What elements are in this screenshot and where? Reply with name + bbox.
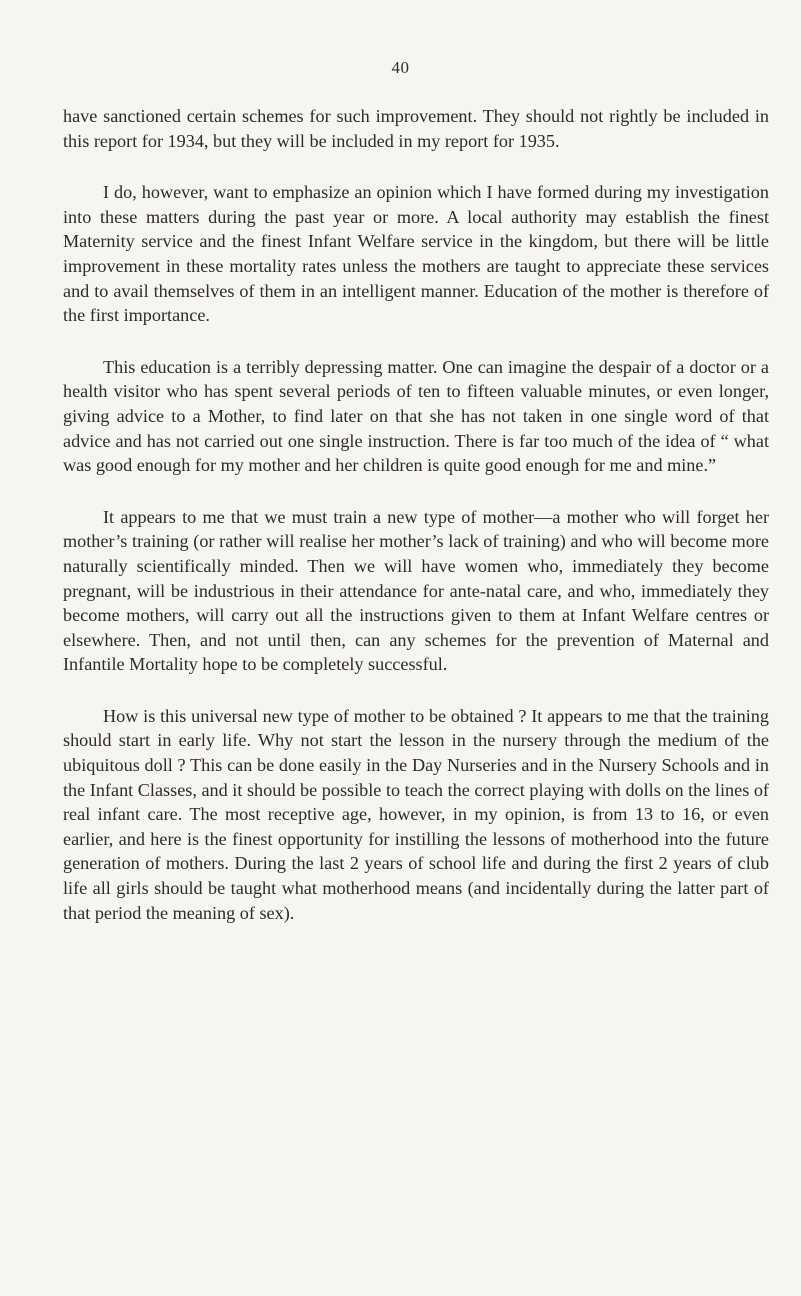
paragraph-2: I do, however, want to emphasize an opinion which I have formed during my investigation into these matters during the past year or more. A local authority may establish the finest Maternity service and the finest Infant Welfare service in the kingdom, but there will be little improvement in these mortality rates unless the mothers are taught to appreciate these services and to avail themselves of them in an intelligent manner. Education of the mother is therefore of the first importance. [63, 182, 769, 326]
body-text [63, 104, 769, 952]
paragraph-4: It appears to me that we must train a new type of mother—a mother who will forget her mother’s training (or rather will realise her mother’s lack of training) and who will become more naturally scientifically minded. Then we will have women who, immediately they become pregnant, will be industrious in their attendance for ante-natal care, and who, immediately they become mothers, will carry out all the instructions given to them at Infant Welfare centres or elsewhere. Then, and not until then, can any schemes for the prevention of Maternal and Infantile Mortality hope to be completely successful. [63, 506, 769, 675]
paragraph-1: have sanctioned certain schemes for such improvement. They should not rightly be included in this report for 1934, but they will be included in my report for 1935. [63, 106, 769, 151]
paragraph-5: How is this universal new type of mother to be obtained ? It appears to me that the training should start in early life. Why not start the lesson in the nursery through the medium of the ubiquitous doll ? This can be done easily in the Day Nurseries and in the Nursery Schools and in the Infant Classes, and it should be possible to teach the correct playing with dolls on the lines of real infant care. The most receptive age, however, in my opinion, is from 13 to 16, or even earlier, and here is the finest opportunity for instilling the lessons of motherhood into the future generation of mothers. During the last 2 years of school life and during the first 2 years of club life all girls should be taught what motherhood means (and incidentally during the latter part of that period the meaning of sex). [63, 705, 769, 923]
paragraph-3: This education is a terribly depressing matter. One can imagine the despair of a doctor or a health visitor who has spent several periods of ten to fifteen valuable minutes, or even longer, giving advice to a Mother, to find later on that she has not taken in one single word of that advice and has not carried out one single instruction. There is far too much of the idea of “ what was good enough for my mother and her children is quite good enough for me and mine.” [63, 356, 769, 476]
page-number: 40 [391, 58, 410, 77]
